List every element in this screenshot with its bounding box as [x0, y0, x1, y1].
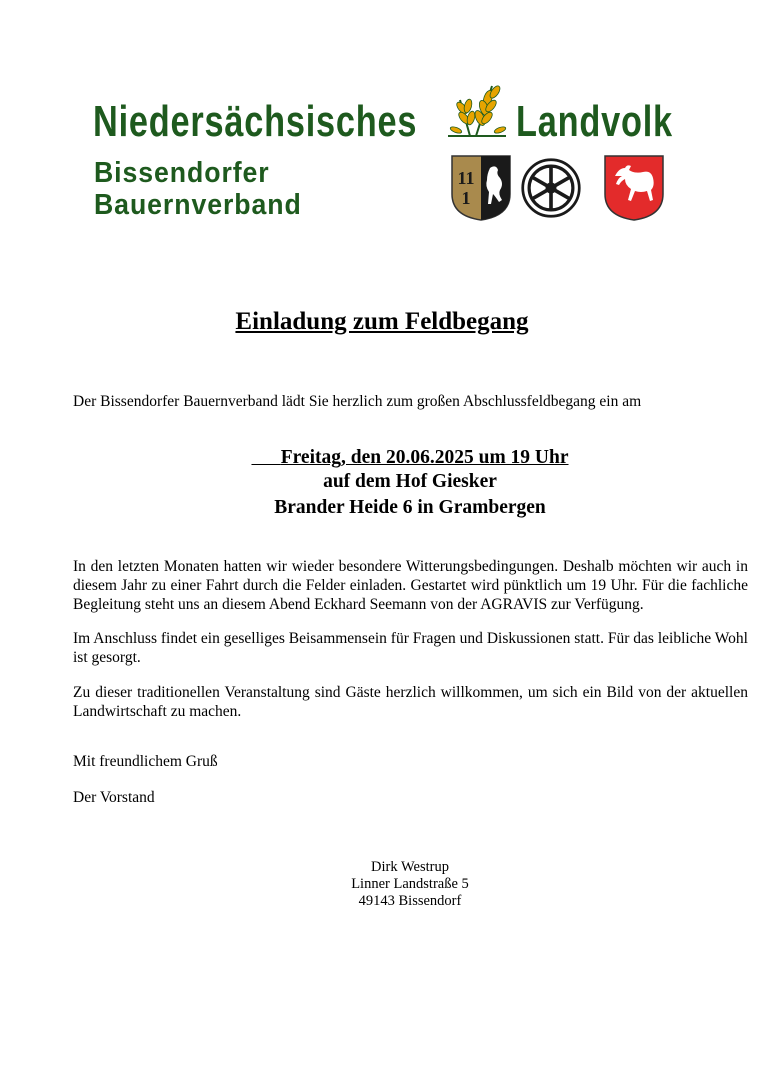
contact-name: Dirk Westrup — [371, 859, 449, 875]
intro-text: Der Bissendorfer Bauernverband lädt Sie herzlich zum großen Abschlussfeldbegang ein am — [73, 393, 642, 410]
svg-text:11: 11 — [457, 168, 475, 188]
org-title-part1: Niedersächsisches — [93, 97, 418, 146]
wheat-logo-icon — [440, 78, 512, 144]
contact-street: Linner Landstraße 5 — [351, 876, 469, 892]
contact-city: 49143 Bissendorf — [358, 893, 462, 909]
signature: Der Vorstand — [73, 789, 155, 806]
org-subtitle-line2: Bauernverband — [94, 189, 302, 221]
paragraph-details: In den letzten Monaten hatten wir wieder besondere Witterungsbedingungen. Deshalb möchten wir auch in diesem Jahr zu einer Fahrt durch die Felder einladen. Gestartet wird pünktlich um 19 Uhr. Für die fachliche Begleitung steht uns an diesem Abend Eckhard Seemann von der AGRAVIS zur Verfügung. — [73, 558, 748, 613]
org-subtitle-line1: Bissendorfer — [94, 157, 270, 189]
district-crest-icon — [450, 154, 512, 222]
org-title-part2: Landvolk — [516, 97, 673, 146]
event-date-text: Freitag, den 20.06.2025 um 19 Uhr — [280, 447, 569, 468]
closing-greeting: Mit freundlichem Gruß — [73, 753, 218, 770]
svg-text:1: 1 — [461, 188, 471, 208]
paragraph-guests: Zu dieser traditionellen Veranstaltung sind Gäste herzlich willkommen, um sich ein Bild von der aktuellen Landwirtschaft zu machen. — [73, 684, 748, 720]
page-title: Einladung zum Feldbegang — [235, 308, 529, 335]
event-location: auf dem Hof Giesker — [323, 471, 497, 492]
event-address: Brander Heide 6 in Grambergen — [274, 497, 546, 518]
wheel-crest-icon — [520, 154, 582, 222]
event-date — [0, 447, 764, 469]
horse-crest-icon — [603, 154, 665, 222]
paragraph-social: Im Anschluss findet ein geselliges Beisammensein für Fragen und Diskussionen statt. Für das leibliche Wohl ist gesorgt. — [73, 630, 748, 666]
